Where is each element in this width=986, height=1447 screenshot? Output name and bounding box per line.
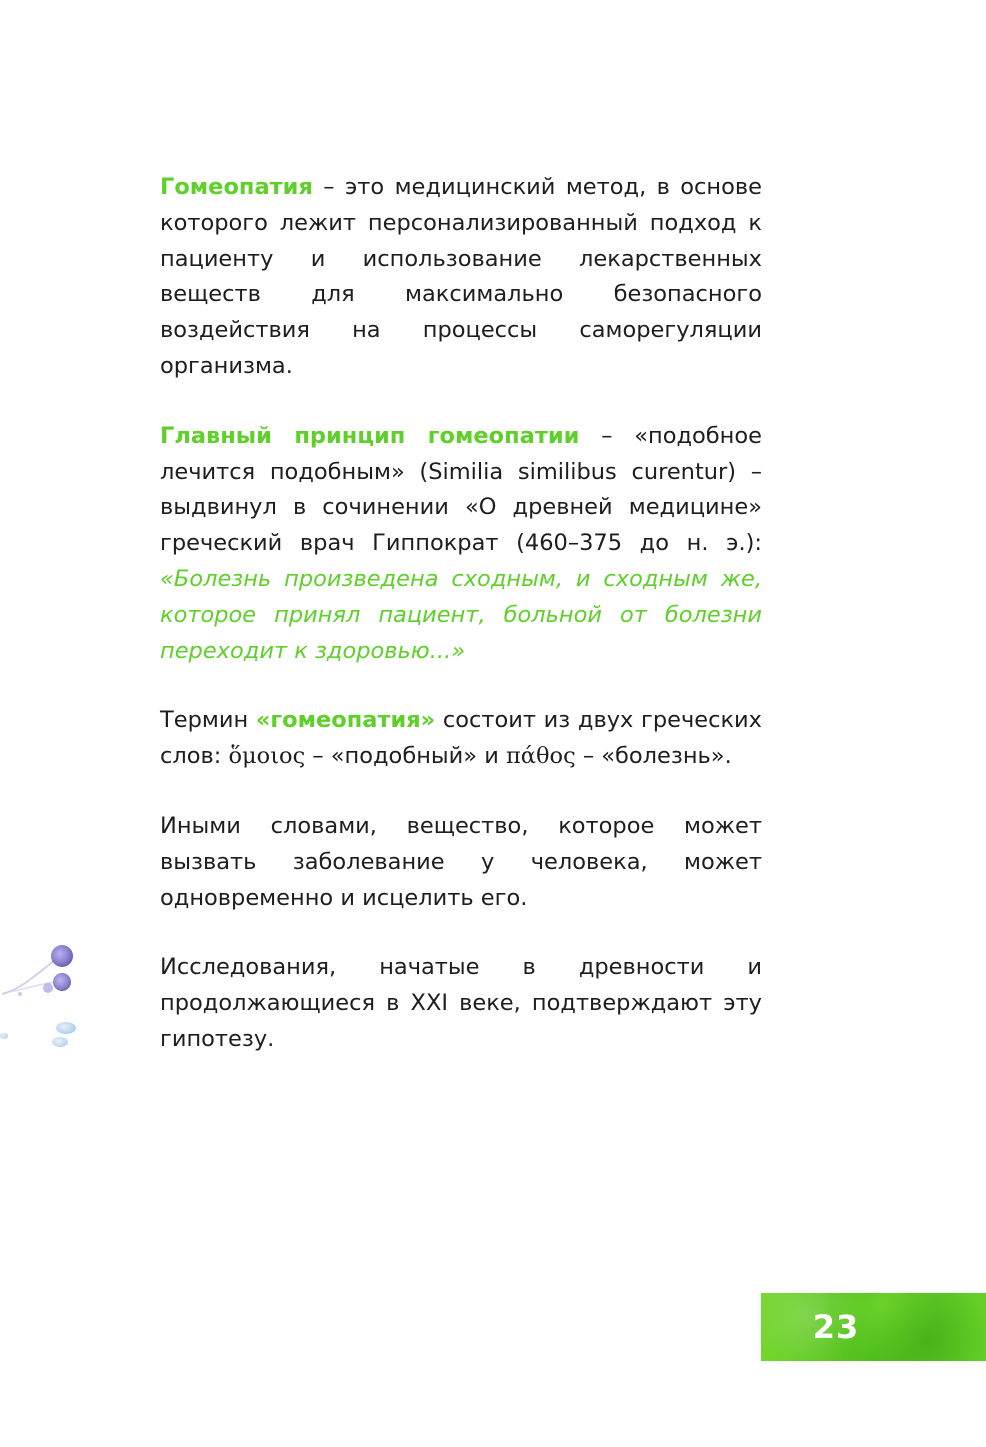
term-main-principle: Главный принцип гомеопатии <box>160 422 580 449</box>
definition-text: – это медицинский метод, в основе которого лежит персонализированный подход к пациенту и использование лекарственных веществ для максимально безопасного воздействия на процессы саморегуляции организма. <box>160 174 762 379</box>
etymology-text-middle: состоит из двух греческих слов: <box>160 707 762 770</box>
berry-large <box>51 945 73 967</box>
watercolor-berry-decoration <box>0 930 90 1060</box>
etymology-text-after2: – «болезнь». <box>575 743 732 770</box>
principle-text: – «подобное лечится подобным» (Similia similibus curentur) – выдвинул в сочинении «О древней медицине» греческий врач Гиппократ (460–375 до н. э.): <box>160 422 762 557</box>
droplet-3 <box>0 1033 8 1039</box>
hippocrates-quote: «Болезнь произведена сходным, и сходным же, которое принял пациент, больной от болезни переходит к здоровью...» <box>160 565 762 664</box>
berry-small-1 <box>53 973 71 991</box>
paragraph-principle <box>160 419 762 670</box>
etymology-text-after1: – «подобный» и <box>305 743 506 770</box>
term-homeopathy-quoted: «гомеопатия» <box>255 707 436 734</box>
paragraph-definition <box>160 170 762 385</box>
term-homeopathy: Гомеопатия <box>160 174 313 200</box>
in-other-words-text: Иными словами, вещество, которое может вызвать заболевание у человека, может одновременно и исцелить его. <box>160 812 762 911</box>
berry-small-2 <box>43 983 53 993</box>
droplet-2 <box>52 1037 68 1047</box>
etymology-text-before: Термин <box>160 707 256 734</box>
main-text-block <box>160 170 762 1058</box>
berry-speck <box>18 992 22 996</box>
paragraph-in-other-words <box>160 809 762 916</box>
paragraph-research <box>160 950 762 1057</box>
greek-word-homoios: ὅμοιος <box>228 743 306 770</box>
paragraph-etymology <box>160 703 762 775</box>
greek-word-pathos: πάθος <box>506 743 576 770</box>
page-number: 23 <box>812 1308 860 1346</box>
page-number-tab <box>761 1293 986 1361</box>
research-text: Исследования, начатые в древности и продолжающиеся в XXI веке, подтверждают эту гипотезу. <box>160 954 762 1052</box>
droplet-1 <box>56 1022 76 1034</box>
